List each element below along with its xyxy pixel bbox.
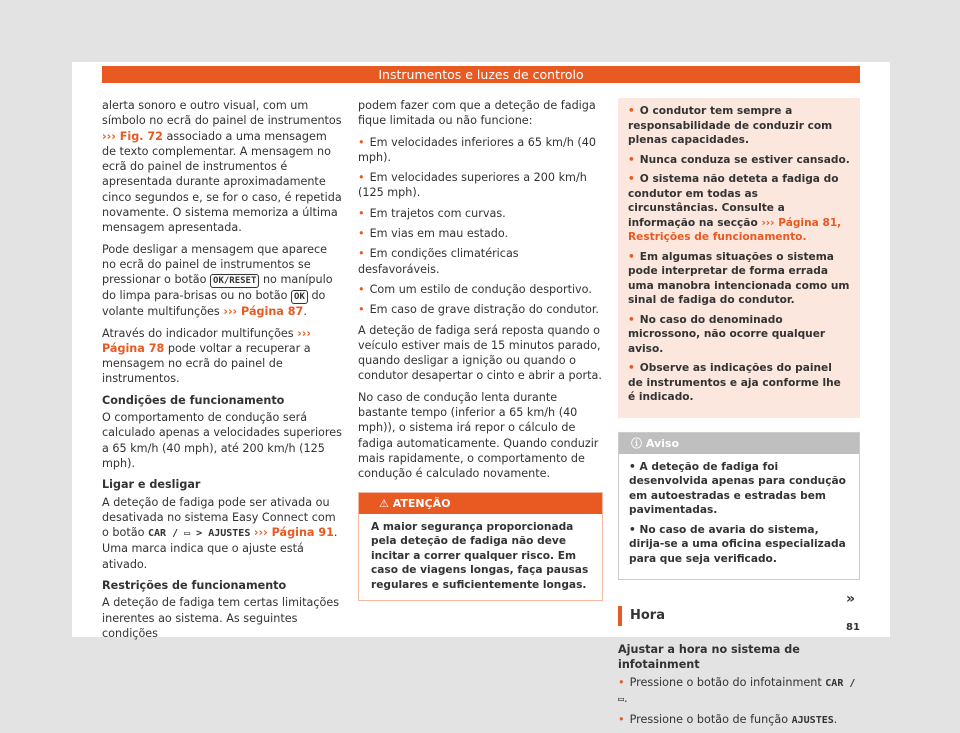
- paragraph: alerta sonoro e outro visual, com um símbolo no ecrã do painel de instrumentos ››› Fig. 72 associado a uma mensagem de texto complementar. A mensagem no ecrã do painel de instrumentos é apresentada durante aproximadamente cinco segundos e, se for o caso, é repetida novamente. O sistema memoriza a última mensagem apresentada.: [102, 99, 342, 235]
- warning-box: [358, 492, 603, 602]
- paragraph: Através do indicador multifunções ››› Página 78 pode voltar a recuperar a mensagem no ecrã do painel de instrumentos.: [102, 326, 312, 386]
- list-item: • Em condições climatéricas desfavoráveis.: [358, 247, 519, 276]
- car-key: CAR / ▭: [618, 677, 856, 705]
- notice-header: ⓘ Aviso: [619, 433, 859, 454]
- notice-box: [618, 432, 860, 581]
- notice-text: [619, 454, 859, 580]
- paragraph: A deteção de fadiga pode ser ativada ou desativada no sistema Easy Connect com o botão CAR / ▭ > AJUSTES ››› Página 91. Uma marca indica que o ajuste está ativado.: [102, 495, 338, 571]
- car-settings-key: CAR / ▭ > AJUSTES: [148, 528, 251, 540]
- column-3: [618, 98, 860, 733]
- warning-triangle-icon: ⚠: [379, 496, 389, 510]
- warning-header: ⚠ ATENÇÃO: [359, 493, 602, 514]
- section-title: Hora: [618, 606, 860, 626]
- ok-reset-key: OK/RESET: [210, 274, 259, 288]
- paragraph: No caso de condução lenta durante bastante tempo (inferior a 65 km/h (40 mph)), o sistema irá repor o cálculo de fadiga automaticamente. Quando conduzir mais rapidamente, o comportamento de condução é calculado novamente.: [358, 390, 599, 481]
- subheading: Ajustar a hora no sistema de infotainment: [618, 643, 800, 672]
- warning-text: A maior segurança proporcionada pela deteção de fadiga não deve incitar a correr qualquer risco. Em caso de viagens longas, faça pausas regulares e suficientemente longas.: [371, 520, 589, 591]
- column-2: [358, 98, 603, 601]
- paragraph: O comportamento de condução será calculado apenas a velocidades superiores a 65 km/h (40 mph), até 200 km/h (125 mph).: [102, 411, 342, 470]
- list-item: • Observe as indicações do painel de instrumentos e aja conforme lhe é indicado.: [628, 362, 841, 403]
- column-1: [102, 98, 342, 647]
- list-item: • Em vias em mau estado.: [358, 227, 509, 241]
- list-item: • Pressione o botão de função AJUSTES.: [618, 713, 838, 727]
- list-item: • Em velocidades superiores a 200 km/h (125 mph).: [358, 171, 587, 200]
- list-item: • Em velocidades inferiores a 65 km/h (40 mph).: [358, 135, 596, 164]
- list-item: • No caso de avaria do sistema, dirija-se a uma oficina especializada para que seja verificado.: [629, 523, 846, 565]
- list-item: • Nunca conduza se estiver cansado.: [628, 153, 850, 166]
- caution-box: [618, 98, 860, 418]
- list-item: • Com um estilo de condução desportivo.: [358, 282, 592, 296]
- list-item: • No caso do denominado microssono, não ocorre qualquer aviso.: [628, 313, 826, 355]
- paragraph: podem fazer com que a deteção de fadiga fique limitada ou não funcione:: [358, 99, 596, 128]
- continue-marker: »: [846, 591, 856, 607]
- paragraph: A deteção de fadiga será reposta quando o veículo estiver mais de 15 minutos parado, quando desligar a ignição ou quando o condutor desapertar o cinto e abrir a porta.: [358, 323, 602, 383]
- page-link[interactable]: ››› Página 87: [223, 305, 304, 319]
- list-item: • Em trajetos com curvas.: [358, 206, 506, 220]
- page-link[interactable]: ››› Página 78: [102, 326, 312, 355]
- list-item: • Pressione o botão do infotainment CAR / ▭.: [618, 675, 856, 705]
- settings-key: AJUSTES: [791, 715, 834, 727]
- page-header: Instrumentos e luzes de controlo: [102, 66, 860, 83]
- page-link[interactable]: ››› Página 81, Restrições de funcionamento.: [628, 216, 842, 243]
- heading-on-off: Ligar e desligar: [102, 478, 201, 492]
- list-item: • A deteção de fadiga foi desenvolvida apenas para condução em autoestradas e estradas bem pavimentadas.: [629, 460, 846, 516]
- heading-conditions: Condições de funcionamento: [102, 393, 285, 407]
- figure-link[interactable]: ››› Fig. 72: [102, 129, 163, 143]
- ok-key: OK: [291, 290, 308, 304]
- paragraph: Pode desligar a mensagem que aparece no ecrã do painel de instrumentos se pressionar o botão OK/RESET no manípulo do limpa para-brisas ou no botão OK do volante multifunções ››› Página 87.: [102, 242, 333, 319]
- list-item: • Em algumas situações o sistema pode interpretar de forma errada uma manobra intencionada como um sinal de fadiga do condutor.: [628, 250, 850, 306]
- page-link[interactable]: ››› Página 91: [253, 526, 334, 540]
- paragraph: A deteção de fadiga tem certas limitações inerentes ao sistema. As seguintes condições: [102, 596, 340, 640]
- page-number: 81: [846, 622, 860, 633]
- list-item: • Em caso de grave distração do condutor.: [358, 303, 599, 317]
- list-item: • O condutor tem sempre a responsabilidade de conduzir com plenas capacidades.: [628, 105, 833, 146]
- info-icon: ⓘ: [631, 436, 642, 450]
- list-item: • O sistema não deteta a fadiga do condutor em todas as circunstâncias. Consulte a informação na secção ››› Página 81, Restrições de funcionamento.: [628, 173, 842, 243]
- heading-restrictions: Restrições de funcionamento: [102, 579, 287, 593]
